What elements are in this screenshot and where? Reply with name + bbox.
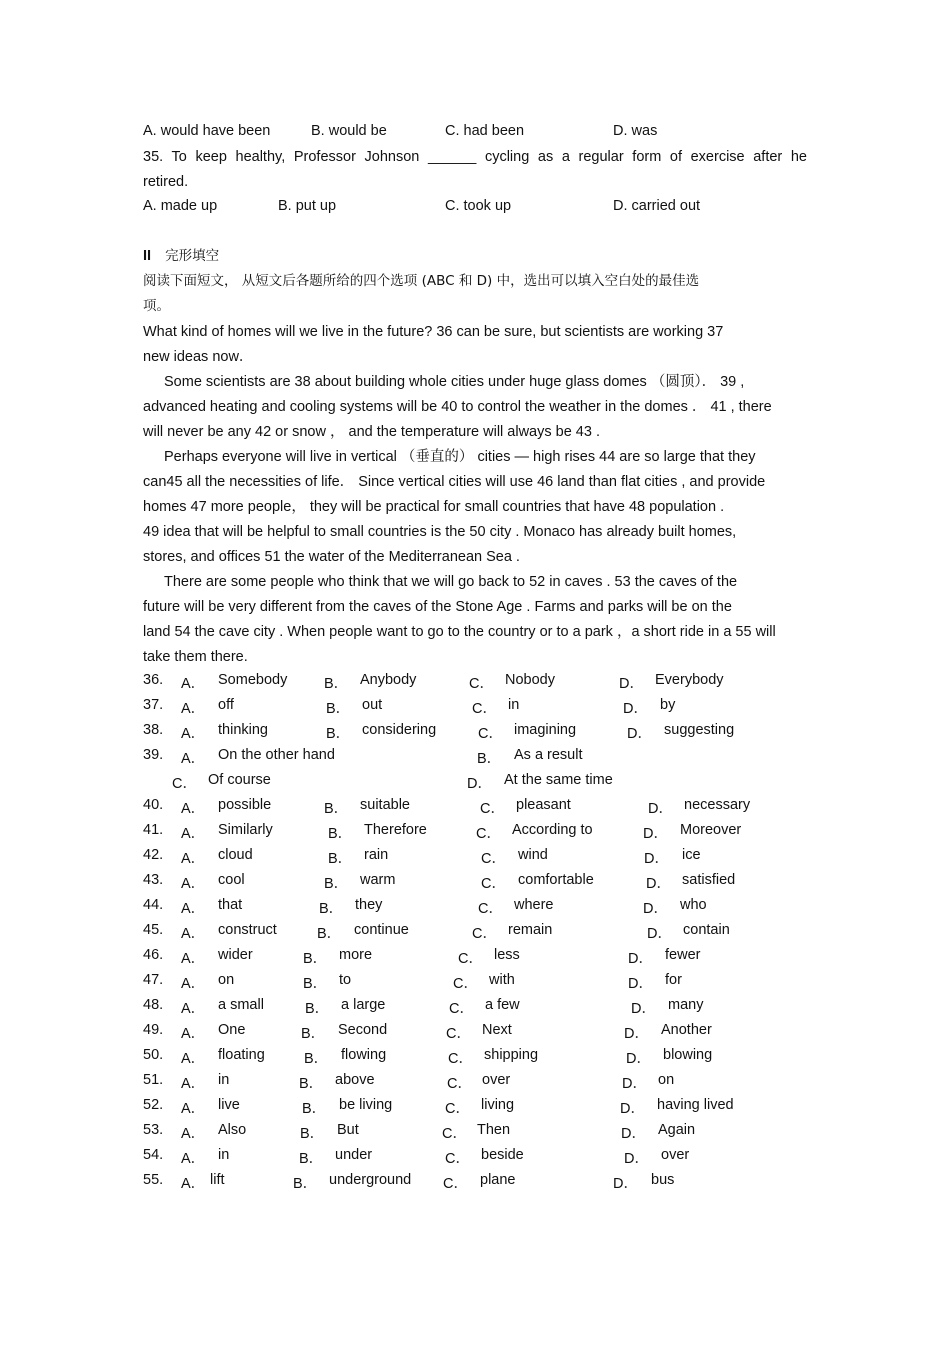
passage-line: stores, and offices 51 the water of the Mediterranean Sea . — [143, 549, 520, 565]
option-letter: D． — [643, 826, 668, 842]
option-letter: B． — [328, 851, 353, 867]
question-number: 46. — [143, 947, 164, 963]
q35-stem: 35. To keep healthy, Professor Johnson ______ cycling as a regular form of exercise after he — [143, 149, 807, 165]
option-letter: C． — [481, 876, 506, 892]
option-a: wider — [218, 947, 253, 963]
option-d: Again — [658, 1122, 696, 1138]
option-c: According to — [512, 822, 593, 838]
option-b: under — [335, 1147, 373, 1163]
option-b: they — [355, 897, 383, 913]
option-d: At the same time — [504, 772, 613, 788]
question-number: 51. — [143, 1072, 164, 1088]
option-c: imagining — [514, 722, 577, 738]
option-letter: A． — [181, 876, 206, 892]
passage-line: homes 47 more people， they will be practical for small countries that have 48 population . — [143, 499, 725, 515]
option-letter: A． — [181, 1101, 206, 1117]
question-number: 50. — [143, 1047, 164, 1063]
option-c: in — [508, 697, 520, 713]
option-b: continue — [354, 922, 409, 938]
option-b: underground — [329, 1172, 412, 1188]
option-d: bus — [651, 1172, 675, 1188]
option-a: Somebody — [218, 672, 288, 688]
option-letter: C． — [469, 676, 494, 692]
option-d: many — [668, 997, 704, 1013]
option-d: on — [658, 1072, 675, 1088]
option-c: over — [482, 1072, 511, 1088]
passage-line: land 54 the cave city . When people want to go to the country or to a park ，a short ride in a 55 will — [143, 624, 776, 640]
option-b: a large — [341, 997, 386, 1013]
option-letter: B． — [303, 976, 328, 992]
option-letter: C． — [458, 951, 483, 967]
passage-line: can45 all the necessities of life． Since vertical cities will use 46 land than flat cities , and provide — [143, 474, 766, 490]
option-d: Everybody — [655, 672, 724, 688]
question-number: 52. — [143, 1097, 164, 1113]
q35-option-d: D. carried out — [613, 198, 701, 214]
option-a: live — [218, 1097, 240, 1113]
option-letter: C． — [443, 1176, 468, 1192]
option-letter: B． — [300, 1126, 325, 1142]
option-d: satisfied — [682, 872, 736, 888]
option-letter: A． — [181, 676, 206, 692]
option-a: thinking — [218, 722, 268, 738]
option-a: a small — [218, 997, 264, 1013]
option-letter: A． — [181, 976, 206, 992]
option-letter: B． — [301, 1026, 326, 1042]
option-letter: A． — [181, 926, 206, 942]
option-c: comfortable — [518, 872, 594, 888]
passage-line: Some scientists are 38 about building whole cities under huge glass domes （圆顶）． 39 , — [164, 374, 745, 390]
option-letter: C． — [445, 1101, 470, 1117]
option-b: rain — [364, 847, 389, 863]
option-letter: A． — [181, 751, 206, 767]
question-number: 41. — [143, 822, 164, 838]
question-number: 53. — [143, 1122, 164, 1138]
option-c: Nobody — [505, 672, 555, 688]
option-d: contain — [683, 922, 730, 938]
section-instruction-cont: 项。 — [143, 298, 170, 314]
option-letter: D． — [622, 1076, 647, 1092]
passage-line: What kind of homes will we live in the future? 36 can be sure, but scientists are working 37 — [143, 324, 724, 340]
option-letter: B． — [299, 1076, 324, 1092]
option-letter: B． — [326, 726, 351, 742]
option-letter: C． — [172, 776, 197, 792]
question-number: 43. — [143, 872, 164, 888]
option-b: considering — [362, 722, 437, 738]
option-letter: D． — [627, 726, 652, 742]
option-c: where — [514, 897, 554, 913]
option-a: floating — [218, 1047, 265, 1063]
option-letter: A． — [181, 701, 206, 717]
option-letter: D． — [626, 1051, 651, 1067]
option-letter: C． — [478, 901, 503, 917]
option-a: Also — [218, 1122, 247, 1138]
q34-option-d: D. was — [613, 123, 658, 139]
question-number: 49. — [143, 1022, 164, 1038]
option-letter: A． — [181, 1001, 206, 1017]
option-b: But — [337, 1122, 359, 1138]
option-c: Of course — [208, 772, 271, 788]
passage-line: will never be any 42 or snow ， and the temperature will always be 43 . — [143, 424, 600, 440]
option-letter: C． — [481, 851, 506, 867]
option-a: One — [218, 1022, 246, 1038]
option-letter: B． — [324, 676, 349, 692]
option-b: out — [362, 697, 383, 713]
option-d: over — [661, 1147, 690, 1163]
option-letter: C． — [448, 1051, 473, 1067]
option-a: in — [218, 1147, 230, 1163]
option-letter: A． — [181, 951, 206, 967]
option-letter: D． — [624, 1151, 649, 1167]
option-c: with — [489, 972, 515, 988]
question-number: 37. — [143, 697, 164, 713]
question-number: 44. — [143, 897, 164, 913]
option-letter: D． — [648, 801, 673, 817]
option-a: in — [218, 1072, 230, 1088]
question-number: 45. — [143, 922, 164, 938]
option-b: flowing — [341, 1047, 387, 1063]
option-letter: B． — [293, 1176, 318, 1192]
option-letter: C． — [446, 1026, 471, 1042]
option-letter: B． — [299, 1151, 324, 1167]
option-b: to — [339, 972, 352, 988]
passage-line: advanced heating and cooling systems will be 40 to control the weather in the domes ． 41 , there — [143, 399, 772, 415]
option-letter: C． — [476, 826, 501, 842]
option-letter: D． — [647, 926, 672, 942]
option-b: suitable — [360, 797, 410, 813]
option-letter: C． — [478, 726, 503, 742]
option-d: fewer — [665, 947, 701, 963]
option-letter: D． — [631, 1001, 656, 1017]
option-letter: B． — [477, 751, 502, 767]
section-number: II — [143, 248, 152, 264]
passage-line: 49 idea that will be helpful to small countries is the 50 city . Monaco has already built homes, — [143, 524, 737, 540]
passage-line: future will be very different from the caves of the Stone Age . Farms and parks will be on the — [143, 599, 732, 615]
option-d: by — [660, 697, 676, 713]
option-c: Next — [482, 1022, 512, 1038]
question-number: 48. — [143, 997, 164, 1013]
option-letter: A． — [181, 1151, 206, 1167]
option-d: Moreover — [680, 822, 742, 838]
option-c: pleasant — [516, 797, 571, 813]
question-number: 54. — [143, 1147, 164, 1163]
option-letter: A． — [181, 1051, 206, 1067]
option-b: more — [339, 947, 373, 963]
option-letter: D． — [620, 1101, 645, 1117]
passage-line: take them there. — [143, 649, 248, 665]
option-c: plane — [480, 1172, 516, 1188]
passage-line: Perhaps everyone will live in vertical （垂直的） cities — high rises 44 are so large that they — [164, 449, 756, 465]
q34-option-b: B. would be — [311, 123, 387, 139]
option-b: Therefore — [364, 822, 427, 838]
option-a: that — [218, 897, 243, 913]
option-letter: A． — [181, 1076, 206, 1092]
option-d: necessary — [684, 797, 751, 813]
option-d: suggesting — [664, 722, 735, 738]
option-letter: B． — [303, 951, 328, 967]
option-letter: C． — [472, 926, 497, 942]
option-d: for — [665, 972, 682, 988]
option-letter: B． — [304, 1051, 329, 1067]
option-letter: D． — [628, 976, 653, 992]
option-c: remain — [508, 922, 553, 938]
q35-stem-continued: retired. — [143, 174, 189, 190]
option-b: be living — [339, 1097, 393, 1113]
q34-option-a: A. would have been — [143, 123, 271, 139]
question-number: 36. — [143, 672, 164, 688]
option-d: having lived — [657, 1097, 734, 1113]
option-c: shipping — [484, 1047, 539, 1063]
option-letter: B． — [302, 1101, 327, 1117]
option-b: above — [335, 1072, 375, 1088]
option-a: On the other hand — [218, 747, 335, 763]
option-b: warm — [360, 872, 396, 888]
q35-option-a: A. made up — [143, 198, 218, 214]
passage-line: new ideas now． — [143, 349, 254, 365]
option-letter: C． — [449, 1001, 474, 1017]
question-number: 42. — [143, 847, 164, 863]
option-letter: B． — [326, 701, 351, 717]
option-b: Anybody — [360, 672, 417, 688]
option-a: construct — [218, 922, 277, 938]
option-letter: A． — [181, 1176, 206, 1192]
option-c: less — [494, 947, 520, 963]
passage-line: There are some people who think that we will go back to 52 in caves . 53 the caves of the — [164, 574, 738, 590]
option-a: off — [218, 697, 234, 713]
option-letter: A． — [181, 1026, 206, 1042]
option-d: blowing — [663, 1047, 713, 1063]
option-letter: A． — [181, 851, 206, 867]
option-c: wind — [518, 847, 548, 863]
question-number: 39. — [143, 747, 164, 763]
question-number: 38. — [143, 722, 164, 738]
option-letter: A． — [181, 1126, 206, 1142]
option-letter: A． — [181, 901, 206, 917]
option-d: ice — [682, 847, 701, 863]
section-heading — [143, 247, 807, 265]
option-c: living — [481, 1097, 515, 1113]
option-letter: D． — [628, 951, 653, 967]
option-letter: D． — [624, 1026, 649, 1042]
option-letter: C． — [445, 1151, 470, 1167]
option-letter: D． — [623, 701, 648, 717]
option-d: Another — [661, 1022, 712, 1038]
option-d: who — [680, 897, 707, 913]
option-letter: C． — [442, 1126, 467, 1142]
q34-option-c: C. had been — [445, 123, 525, 139]
option-letter: D． — [643, 901, 668, 917]
option-b: Second — [338, 1022, 388, 1038]
option-c: a few — [485, 997, 520, 1013]
option-a: on — [218, 972, 235, 988]
section-title: 完形填空 — [165, 248, 220, 264]
option-letter: B． — [305, 1001, 330, 1017]
option-a: possible — [218, 797, 272, 813]
option-letter: B． — [324, 801, 349, 817]
question-number: 55. — [143, 1172, 164, 1188]
question-number: 40. — [143, 797, 164, 813]
option-letter: A． — [181, 726, 206, 742]
option-c: Then — [477, 1122, 511, 1138]
q35-option-b: B. put up — [278, 198, 337, 214]
option-letter: B． — [319, 901, 344, 917]
option-letter: C． — [480, 801, 505, 817]
option-letter: D． — [613, 1176, 638, 1192]
option-letter: B． — [324, 876, 349, 892]
option-b: As a result — [514, 747, 583, 763]
option-a: Similarly — [218, 822, 273, 838]
option-letter: D． — [619, 676, 644, 692]
option-letter: B． — [317, 926, 342, 942]
option-a: lift — [210, 1172, 225, 1188]
option-letter: B． — [328, 826, 353, 842]
option-letter: C． — [472, 701, 497, 717]
option-letter: C． — [447, 1076, 472, 1092]
section-instruction: 阅读下面短文， 从短文后各题所给的四个选项 (ABC 和 D) 中，选出可以填入空白处的最佳选 — [143, 273, 700, 289]
option-letter: D． — [644, 851, 669, 867]
option-a: cloud — [218, 847, 253, 863]
option-letter: A． — [181, 826, 206, 842]
option-letter: D． — [621, 1126, 646, 1142]
option-letter: D． — [646, 876, 671, 892]
q35-option-c: C. took up — [445, 198, 512, 214]
option-letter: A． — [181, 801, 206, 817]
question-number: 47. — [143, 972, 164, 988]
option-letter: C． — [453, 976, 478, 992]
option-c: beside — [481, 1147, 524, 1163]
option-a: cool — [218, 872, 245, 888]
option-letter: D． — [467, 776, 492, 792]
